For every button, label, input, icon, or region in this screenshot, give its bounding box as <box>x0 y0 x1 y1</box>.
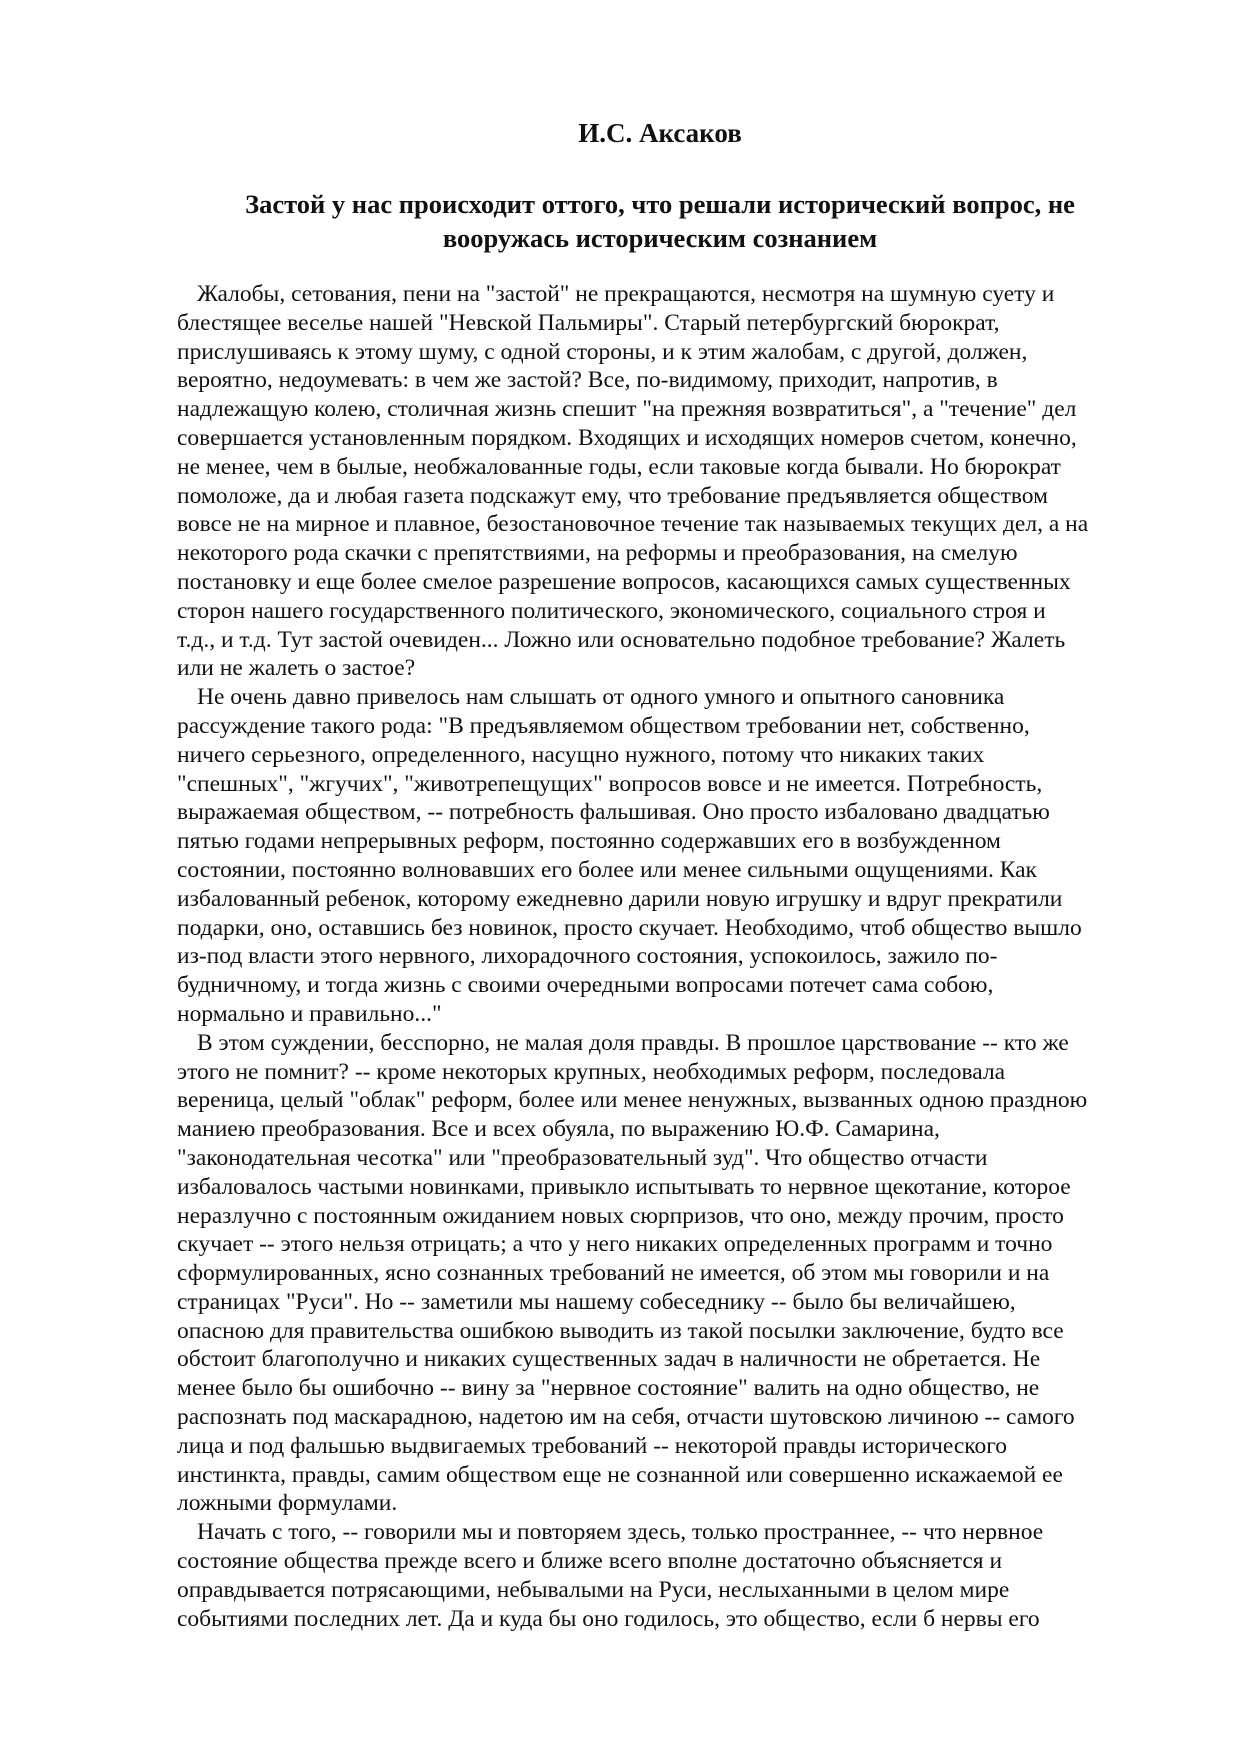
author-name: И.С. Аксаков <box>578 118 742 148</box>
article-title: Застой у нас происходит оттого, что решали исторический вопрос, не вооружась историческим сознанием <box>245 189 1075 253</box>
paragraph: Начать с того, -- говорили мы и повторяем здесь, только пространнее, -- что нервное состояние общества прежде всего и ближе всего вполне достаточно объясняется и оправдывается потрясающими, небывалыми на Руси, неслыханными в целом мире событиями последних лет. Да и куда бы оно годилось, это общество, если б нервы его <box>177 1519 1044 1632</box>
paragraph: Не очень давно привелось нам слышать от одного умного и опытного сановника рассуждение такого рода: "В предъявляемом обществом требовании нет, собственно, ничего серьезного, определенного, насущно нужного, потому что никаких таких "спешных", "жгучих", "животрепещущих" вопросов вовсе и не имеется. Потребность, выражаемая обществом, -- потребность фальшивая. Оно просто избаловано двадцатью пятью годами непрерывных реформ, постоянно содержавших его в возбужденном состоянии, постоянно волновавших его более или менее сильными ощущениями. Как избалованный ребенок, которому ежедневно дарили новую игрушку и вдруг прекратили подарки, оно, оставшись без новинок, просто скучает. Необходимо, чтоб общество вышло из-под власти этого нервного, лихорадочного состояния, успокоилось, зажило по- будничному, и тогда жизнь с своими очередными вопросами потечет сама собою, нормально и правильно..." <box>177 684 1082 1027</box>
paragraph: В этом суждении, бесспорно, не малая доля правды. В прошлое царствование -- кто же этого не помнит? -- кроме некоторых крупных, необходимых реформ, последовала вереница, целый "облак" реформ, более или менее ненужных, вызванных одною праздною маниею преобразования. Все и всех обуяла, по выражению Ю.Ф. Самарина, "законодательная чесотка" или "преобразовательный зуд". Что общество отчасти избаловалось частыми новинками, привыкло испытывать то нервное щекотание, которое неразлучно с постоянным ожиданием новых сюрпризов, что оно, между прочим, просто скучает -- этого нельзя отрицать; а что у него никаких определенных программ и точно сформулированных, ясно сознанных требований не имеется, об этом мы говорили и на страницах "Руси". Но -- заметили мы нашему собеседнику -- было бы величайшею, опасною для правительства ошибкою выводить из такой посылки заключение, будто все обстоит благополучно и никаких существенных задач в наличности не обретается. Не менее было бы ошибочно -- вину за "нервное состояние" валить на одно общество, не распознать под маскарадною, надетою им на себя, отчасти шутовскою личиною -- самого лица и под фальшью выдвигаемых требований -- некоторой правды исторического инстинкта, правды, самим обществом еще не сознанной или совершенно искажаемой ее ложными формулами. <box>177 1029 1088 1517</box>
article-body <box>177 280 1157 1633</box>
paragraph: Жалобы, сетования, пени на "застой" не прекращаются, несмотря на шумную суету и блестящее веселье нашей "Невской Пальмиры". Старый петербургский бюрократ, прислушиваясь к этому шуму, с одной стороны, и к этим жалобам, с другой, должен, вероятно, недоумевать: в чем же застой? Все, по-видимому, приходит, напротив, в надлежащую колею, столичная жизнь спешит "на прежняя возвратиться", а "течение" дел совершается установленным порядком. Входящих и исходящих номеров счетом, конечно, не менее, чем в былые, необжалованные годы, если таковые когда бывали. Но бюрократ помоложе, да и любая газета подскажут ему, что требование предъявляется обществом вовсе не на мирное и плавное, безостановочное течение так называемых текущих дел, а на некоторого рода скачки с препятствиями, на реформы и преобразования, на смелую постановку и еще более смелое разрешение вопросов, касающихся самых существенных сторон нашего государственного политического, экономического, социального строя и т.д., и т.д. Тут застой очевиден... Ложно или основательно подобное требование? Жалеть или не жалеть о застое? <box>177 281 1089 682</box>
